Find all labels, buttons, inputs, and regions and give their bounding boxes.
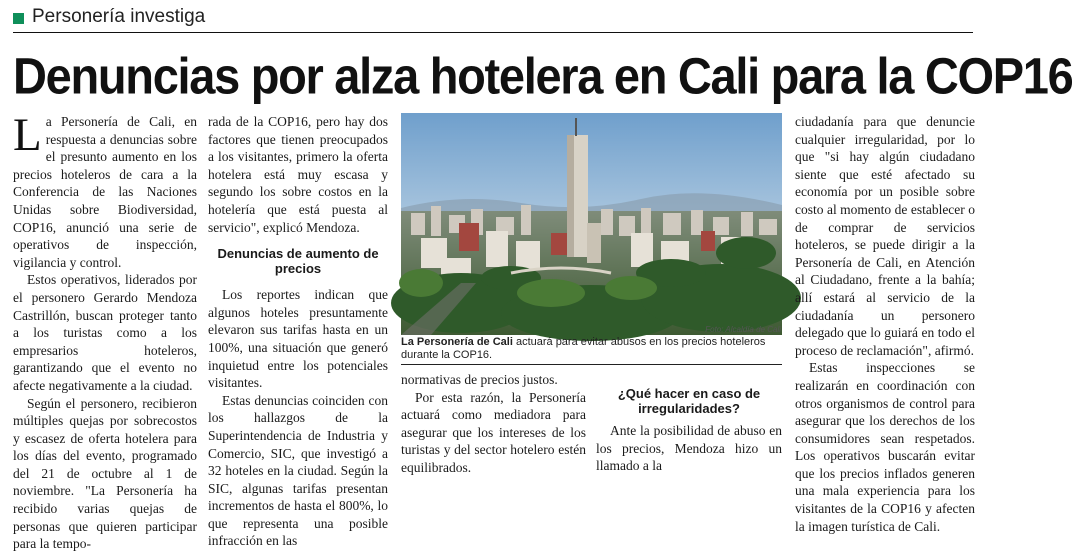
article-column-4 (596, 386, 782, 475)
drop-cap: L (13, 109, 42, 161)
paragraph: Los reportes indican que algunos hoteles presuntamente elevaron sus tarifas hasta en un 100%, una situación que generó inquietud entre los potenciales visitantes. (208, 287, 388, 391)
paragraph-text: a Personería de Cali, en respuesta a denuncias sobre el presunto aumento en los precios hoteleros de cara a la Conferencia de las Naciones Unidas sobre Biodiversidad, COP16, anunció una serie de operativos de inspección, vigilancia y control. (13, 114, 197, 270)
paragraph: ciudadanía para que denuncie cualquier irregularidad, por lo que "si hay algún ciudadano siente que esté afectado su economía por un posible sobre costo al momento de establecer o de comprar de servicios hoteleros, se puede dirigir a la Personería de Cali, en Atención al Ciudadano, frente a la bahía; allí estará al servicio de la ciudadanía un personero delegado que lo guiará en todo el proceso de reclamación", afirmó. (795, 114, 975, 358)
paragraph: rada de la COP16, pero hay dos factores que tienen preocupados a los visitantes, primero la oferta hotelera está muy escasa y segundo los sobre costos en la hotelería que está puesta al servicio", explicó Mendoza. (208, 114, 388, 235)
caption-rule (401, 364, 782, 365)
section-rule (13, 32, 973, 33)
photo-caption (401, 336, 782, 362)
paragraph: Estas inspecciones se realizarán en coordinación con otros organismos de control para asegurar que los derechos de los consumidores sean respetados. Los operativos buscarán evitar que los precios inflados generen una mala experiencia para los visitantes de la COP16 y afecten la imagen turística de Cali. (795, 360, 975, 534)
cali-skyline-image (401, 113, 782, 335)
paragraph: Por esta razón, la Personería actuará como mediadora para asegurar que los intereses de los turistas y del sector hotelero estén equilibrados. (401, 389, 586, 475)
section-label: Personería investiga (32, 6, 206, 27)
subheading: Denuncias de aumento de precios (217, 246, 379, 277)
article-column-1 (13, 109, 197, 552)
caption-text: actuará para evitar abusos en los precios hoteleros durante la COP16. (401, 336, 766, 361)
caption-bold: La Personería de Cali (401, 336, 513, 348)
lead-paragraph (13, 109, 197, 271)
paragraph: normativas de precios justos. (401, 372, 558, 387)
paragraph: Estos operativos, liderados por el personero Gerardo Mendoza Castrillón, buscan proteger tanto a los turistas como a los empresarios hoteleros, garantizando que el evento no afecte negativamente a la ciudad. (13, 272, 197, 393)
city-photo (401, 113, 782, 335)
article-column-5 (795, 113, 975, 534)
article-column-2 (208, 113, 388, 549)
subheading: ¿Qué hacer en caso de irregularidades? (617, 386, 761, 416)
section-marker (13, 13, 24, 24)
article-column-3 (401, 371, 586, 477)
photo-credit: Foto: Alcaldía de Cali (705, 325, 781, 334)
paragraph: Ante la posibilidad de abuso en los precios, Mendoza hizo un llamado a la (596, 423, 782, 474)
headline: Denuncias por alza hotelera en Cali para la COP16 (13, 47, 1072, 105)
paragraph: Estas denuncias coinciden con los hallazgos de la Superintendencia de Industria y Comercio, SIC, que investigó a 32 hoteles en la ciudad. Según la SIC, algunas tarifas presentan incrementos de hasta el 800%, lo que representa una posible infracción en las (208, 392, 388, 549)
paragraph: Según el personero, recibieron múltiples quejas por sobrecostos y escasez de oferta hotelera para los días del evento, programado del 21 de octubre al 1 de noviembre. "La Personería ha recibido varias quejas de personas que quieren participar para la tempo- (13, 395, 197, 552)
section-header (13, 8, 973, 34)
